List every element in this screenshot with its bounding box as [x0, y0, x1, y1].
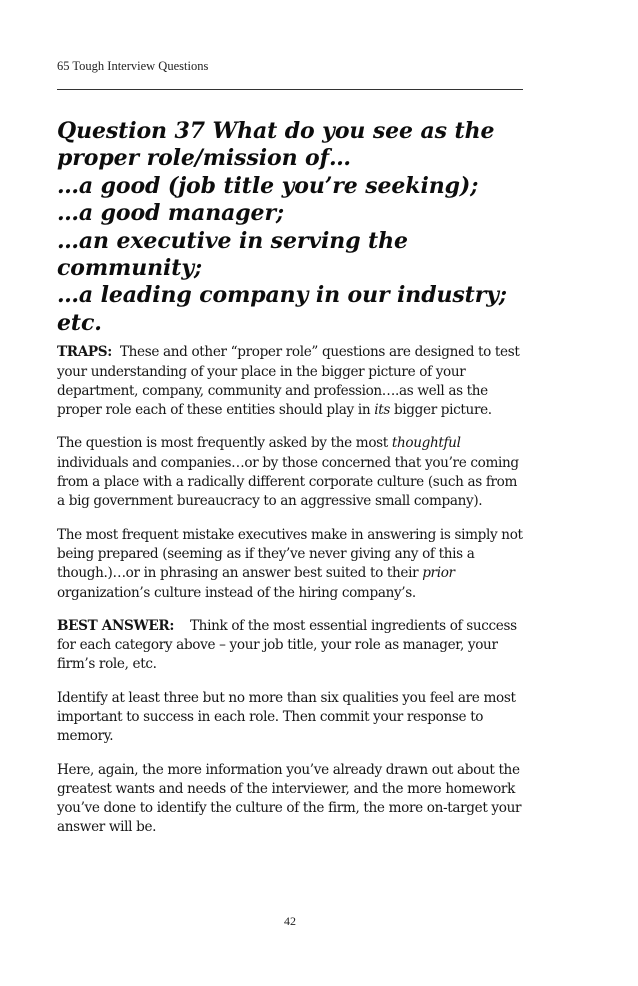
paragraph-qualities: Identify at least three but no more than six qualities you feel are most important to success in each role. Then commit your response to memory.: [57, 689, 516, 745]
paragraph-text: The question is most frequently asked by the most: [57, 435, 392, 452]
question-title-line: Question 37 What do you see as the: [57, 118, 495, 144]
question-title-line: …a good manager;: [57, 200, 284, 227]
paragraph-question-context: [57, 434, 527, 511]
question-title-line: …a leading company in our industry;: [57, 282, 507, 309]
traps-text: These and other “proper role” questions are designed to test your understanding of your place in the bigger picture of your department, company, community and profession….as well as the proper role each of these entities should play in: [57, 344, 520, 419]
paragraph-text-end: organization’s culture instead of the hiring company’s.: [57, 584, 416, 601]
page-content: [57, 118, 527, 852]
question-title: [57, 118, 527, 337]
best-answer-label: BEST ANSWER:: [57, 617, 175, 634]
traps-paragraph: [57, 343, 527, 420]
traps-text-end: bigger picture.: [389, 402, 492, 419]
document-page: [57, 0, 527, 986]
paragraph-emphasis: prior: [422, 565, 455, 582]
running-header: 65 Tough Interview Questions: [57, 59, 209, 73]
traps-label: TRAPS:: [57, 344, 112, 361]
question-title-line: …an executive in serving the: [57, 227, 408, 254]
question-title-line: etc.: [57, 309, 102, 336]
traps-emphasis: its: [374, 402, 390, 419]
header-rule: [57, 89, 523, 90]
best-answer-paragraph: [57, 617, 527, 675]
question-title-line: proper role/mission of…: [57, 145, 351, 172]
best-answer-text: Think of the most essential ingredients of success for each category above – your job title, your role as manager, your firm’s role, etc.: [57, 617, 517, 673]
paragraph-text: The most frequent mistake executives make in answering is simply not being prepared (seeming as if they’ve never giving any of this a though.)…or in phrasing an answer best suited to their: [57, 526, 523, 582]
paragraph-text-end: individuals and companies…or by those concerned that you’re coming from a place with a radically different corporate culture (such as from a big government bureaucracy to an aggressive small company).: [57, 454, 519, 510]
page-number: 42: [284, 914, 296, 928]
paragraph-common-mistake: [57, 526, 527, 603]
paragraph-homework: Here, again, the more information you’ve already drawn out about the greatest wants and needs of the interviewer, and the more homework you’ve done to identify the culture of the firm, the more on-target your answer will be.: [57, 761, 522, 836]
question-title-line: …a good (job title you’re seeking);: [57, 172, 479, 199]
question-title-line: community;: [57, 255, 203, 282]
paragraph-emphasis: thoughtful: [391, 435, 461, 452]
